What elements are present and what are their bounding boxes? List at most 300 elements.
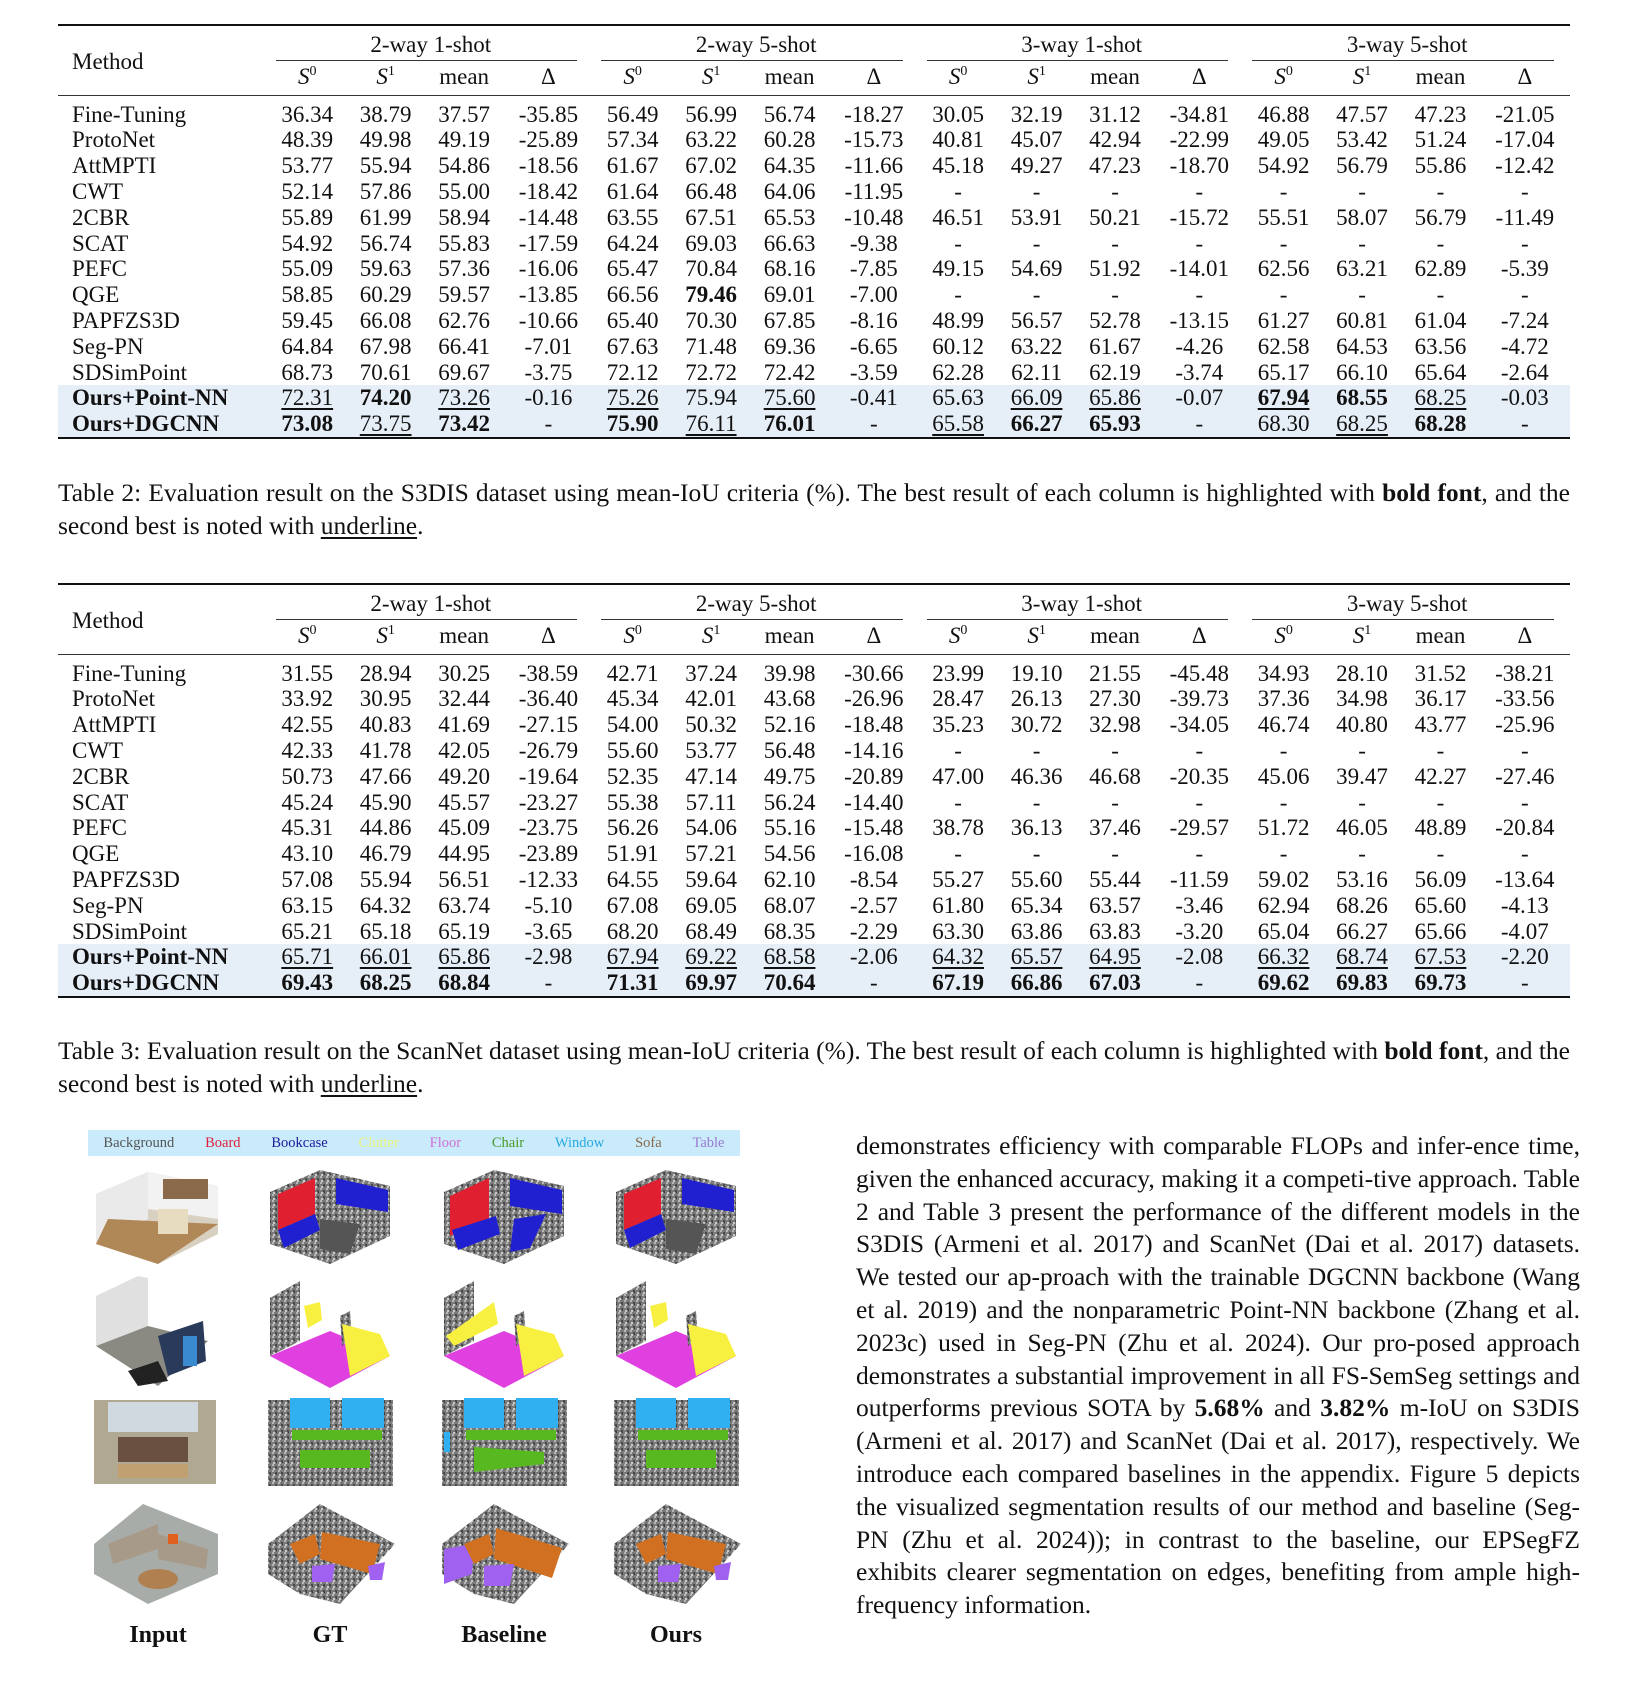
body-bold-scannet-gain: 3.82% [1320,1393,1391,1423]
cell-value: 56.74 [359,230,412,256]
group-header [268,584,593,619]
superscript: 1 [1038,63,1046,79]
cell-value: -26.79 [518,737,579,763]
cell-value: 57.08 [281,866,334,892]
cell-value: -7.24 [1500,307,1549,333]
cell-value: -4.07 [1500,918,1549,944]
superscript: 0 [309,63,317,79]
cell-value: 68.25 [1323,411,1401,438]
cell-value: 72.72 [685,359,737,385]
cell-value: 46.36 [1010,763,1063,789]
cell-value: 49.19 [438,127,490,153]
cell-value: 40.80 [1336,712,1388,738]
cell-value: 68.25 [1401,385,1479,411]
cell-value: - [829,411,919,438]
superscript: 0 [960,63,968,79]
cell-value: -34.05 [1169,712,1230,738]
method-name: SDSimPoint [72,359,188,385]
cell-value: 60.81 [1336,307,1388,333]
cell-value: 55.44 [1089,866,1141,892]
caption-bold-text: bold font [1384,1036,1483,1065]
table-row [58,712,1570,738]
method-name: Fine-Tuning [72,101,187,127]
cell-value: -20.89 [844,763,904,789]
cell-value: 68.55 [1323,385,1401,411]
cell-value: 47.00 [932,763,984,789]
figure-panels [88,1164,748,1634]
s-symbol: S [948,63,961,89]
cell-value: -14.48 [518,204,579,230]
cell-value: -0.41 [829,385,919,411]
cell-value: - [1111,230,1119,256]
cell-value: 61.27 [1257,307,1310,333]
cell-value: 47.14 [685,763,737,789]
cell-value: - [1358,178,1366,204]
cell-value: 70.64 [750,970,828,997]
cell-value: -14.40 [844,789,904,815]
method-name: PAPFZS3D [72,307,180,333]
body-paragraph [856,1130,1580,1622]
cell-value: -25.89 [518,127,579,153]
cell-value: 69.97 [672,970,750,997]
cell-value: -18.42 [518,178,579,204]
cell-value: 76.01 [750,411,828,438]
cell-value: 65.34 [1010,892,1063,918]
cell-value: 54.00 [606,712,659,738]
caption-text: . [417,511,424,540]
cell-value: 49.75 [763,763,816,789]
cell-value: 71.48 [685,333,737,359]
cell-value: - [1358,737,1366,763]
cell-value: -2.98 [503,944,593,970]
body-bold-s3dis-gain: 5.68% [1194,1393,1265,1423]
cell-value: 45.06 [1257,763,1310,789]
cell-value: -13.15 [1169,307,1230,333]
cell-value: 75.60 [750,385,828,411]
cell-value: - [954,841,962,867]
cell-value: - [1195,230,1204,256]
cell-value: 39.98 [763,660,816,686]
cell-value: -11.59 [1170,866,1229,892]
cell-value: 68.16 [763,256,816,282]
cell-value: 31.12 [1089,101,1141,127]
cell-value: 64.95 [1076,944,1154,970]
subcol-header-s1 [672,60,750,95]
cell-value: 49.98 [359,127,412,153]
cell-value: -8.54 [849,866,898,892]
superscript: 0 [634,622,642,638]
group-header [919,584,1244,619]
method-name: PEFC [72,815,127,841]
cell-value: 55.09 [281,256,334,282]
cell-value: 27.30 [1089,686,1141,712]
subcol-header-delta: Δ [866,63,882,89]
cell-value: 66.27 [997,411,1075,438]
cell-value: 56.26 [606,815,659,841]
cell-value: 52.78 [1089,307,1141,333]
cell-value: - [954,789,962,815]
method-name: Ours+Point-NN [58,944,268,970]
cell-value: 34.93 [1257,660,1310,686]
cell-value: - [1279,737,1288,763]
cell-value: - [954,737,962,763]
cell-value: 62.56 [1257,256,1310,282]
s-symbol: S [1027,622,1039,648]
group-header [593,25,918,60]
row-1-input [96,1172,218,1264]
cell-value: 69.67 [438,359,490,385]
caption-text: , and the second best is noted with [58,1036,1570,1098]
cell-value: 75.90 [593,411,671,438]
method-name: SDSimPoint [72,918,188,944]
cell-value: - [1032,178,1041,204]
label-baseline: Baseline [461,1622,547,1648]
cell-value: - [1279,789,1288,815]
figure-legend [88,1130,740,1156]
s-symbol: S [1274,622,1286,648]
cell-value: -10.66 [518,307,579,333]
group-header-label: 2-way 1-shot [370,32,492,57]
cell-value: 69.43 [268,970,346,997]
cell-value: -4.72 [1500,333,1549,359]
cell-value: 62.28 [932,359,984,385]
row-4-ours [614,1504,741,1604]
cell-value: 64.24 [606,230,659,256]
cell-value: 63.86 [1010,918,1063,944]
subcol-header-s1 [997,619,1075,654]
cell-value: 56.49 [606,101,659,127]
cell-value: 42.27 [1414,763,1467,789]
cell-value: 38.79 [359,101,412,127]
cell-value: 65.40 [606,307,659,333]
body-text-span: demonstrates efficiency with comparable FLOPs and infer-ence time, given the enhanced accuracy, making it a competi-tive approach. Table 2 and Table 3 present the performance of the different models in the S3DIS (Armeni et al. 2017) and ScanNet (Dai et al. 2017) datasets. We tested our ap-proach with the trainable DGCNN backbone (Wang et al. 2019) and the nonparametric Point-NN backbone (Zhang et al. 2023c) used in Seg-PN (Zhu et al. 2024). Our pro-posed approach demonstrates a substantial improvement in all FS-SemSeg settings and outperforms previous SOTA by [856,1131,1580,1423]
cell-value: 50.21 [1089,204,1141,230]
cell-value: 36.34 [281,101,334,127]
cell-value: 41.69 [438,712,490,738]
table-row [58,95,1570,127]
group-header-label: 2-way 5-shot [695,591,817,616]
cell-value: 45.09 [438,815,490,841]
cell-value: 56.48 [763,737,816,763]
row-3-baseline [442,1398,567,1486]
cell-value: 69.83 [1323,970,1401,997]
cell-value: 54.56 [763,841,816,867]
cell-value: -3.59 [849,359,898,385]
cell-value: 61.67 [1089,333,1141,359]
group-header-label: 2-way 5-shot [695,32,817,57]
cell-value: 34.98 [1336,686,1388,712]
cell-value: 59.02 [1257,866,1310,892]
cell-value: 67.53 [1401,944,1479,970]
cell-value: 74.20 [346,385,424,411]
method-name: PAPFZS3D [72,866,180,892]
table-row [58,944,1570,970]
cell-value: - [1111,178,1119,204]
table-row [58,360,1570,386]
subcol-header-s0 [593,619,671,654]
cell-value: 71.31 [593,970,671,997]
method-name: QGE [72,841,120,867]
cell-value: -3.65 [524,918,573,944]
cell-value: 68.74 [1323,944,1401,970]
cell-value: 65.21 [281,918,334,944]
cell-value: -12.33 [518,866,579,892]
cell-value: - [1032,789,1041,815]
cell-value: 65.64 [1414,359,1467,385]
cell-value: 56.57 [1010,307,1063,333]
cell-value: 45.90 [359,789,412,815]
group-header-label: 3-way 5-shot [1346,32,1468,57]
cell-value: - [1279,178,1288,204]
cell-value: -45.48 [1169,660,1230,686]
cell-value: 67.08 [606,892,659,918]
table-row [58,205,1570,231]
s-symbol: S [297,622,310,648]
subcol-header-s1 [672,619,750,654]
cell-value: 63.56 [1414,333,1467,359]
cell-value: 61.67 [606,153,659,179]
legend-item-background: Background [103,1134,175,1151]
cell-value: 30.25 [438,660,490,686]
cell-value: 47.66 [359,763,412,789]
cell-value: -18.48 [844,712,904,738]
s-symbol: S [701,622,714,648]
cell-value: -15.73 [844,127,904,153]
cell-value: 65.66 [1414,918,1467,944]
cell-value: - [1195,737,1204,763]
cell-value: -7.85 [849,256,898,282]
cell-value: 19.10 [1010,660,1063,686]
cell-value: 72.31 [268,385,346,411]
cell-value: -0.03 [1480,385,1570,411]
cell-value: 58.85 [281,282,334,308]
cell-value: 65.60 [1414,892,1467,918]
cell-value: -5.39 [1500,256,1549,282]
cell-value: 61.80 [932,892,984,918]
cell-value: 44.95 [438,841,490,867]
legend-item-window: Window [554,1134,605,1151]
cell-value: -14.01 [1169,256,1230,282]
cell-value: 73.75 [346,411,424,438]
cell-value: 49.20 [438,763,490,789]
cell-value: 67.02 [685,153,737,179]
cell-value: - [1154,970,1244,997]
cell-value: 48.89 [1414,815,1467,841]
cell-value: 33.92 [281,686,334,712]
caption-underline-text: underline [320,511,418,540]
subcol-header-mean: mean [1090,63,1140,89]
table-row [58,179,1570,205]
cell-value: -2.08 [1154,944,1244,970]
cell-value: 67.94 [1244,385,1322,411]
cell-value: -35.85 [518,101,579,127]
cell-value: -13.64 [1495,866,1555,892]
method-name: ProtoNet [72,686,156,712]
method-name: PEFC [72,256,127,282]
cell-value: 66.86 [997,970,1075,997]
cell-value: 69.73 [1401,970,1479,997]
cell-value: - [1480,970,1570,997]
table-3 [58,583,1570,998]
cell-value: 52.16 [763,712,816,738]
cell-value: 72.12 [606,359,659,385]
cell-value: 59.45 [281,307,334,333]
table-row [58,686,1570,712]
cell-value: 73.42 [425,411,503,438]
cell-value: 55.60 [606,737,659,763]
s-symbol: S [623,63,635,89]
cell-value: -20.84 [1495,815,1555,841]
cell-value: - [1436,282,1445,308]
cell-value: - [1111,789,1119,815]
cell-value: 66.01 [346,944,424,970]
cell-value: 41.78 [359,737,412,763]
cell-value: 65.57 [997,944,1075,970]
table-row [58,738,1570,764]
cell-value: 21.55 [1089,660,1141,686]
cell-value: -30.66 [844,660,904,686]
cell-value: - [954,230,962,256]
method-name: AttMPTI [72,712,157,738]
method-name: QGE [72,282,120,308]
cell-value: -3.46 [1175,892,1224,918]
cell-value: 59.63 [359,256,412,282]
cell-value: -9.38 [849,230,898,256]
cell-value: -23.27 [518,789,579,815]
cell-value: -25.96 [1495,712,1555,738]
cell-value: - [1436,841,1445,867]
cell-value: 43.10 [281,841,334,867]
caption-text: , and the second best is noted with [58,478,1570,540]
legend-item-table: Table [692,1134,725,1151]
cell-value: 66.48 [685,178,737,204]
row-3-gt [268,1398,393,1486]
cell-value: 55.60 [1010,866,1063,892]
method-header: Method [72,608,144,634]
superscript: 1 [713,622,721,638]
cell-value: 65.47 [606,256,659,282]
cell-value: - [1358,841,1366,867]
cell-value: 61.64 [606,178,659,204]
subcol-header-s0 [593,60,671,95]
cell-value: -29.57 [1169,815,1230,841]
cell-value: 47.23 [1414,101,1467,127]
row-4-input [94,1504,218,1604]
table-2 [58,24,1570,439]
cell-value: 65.19 [438,918,490,944]
s-symbol: S [623,622,635,648]
legend-item-sofa: Sofa [635,1134,662,1151]
cell-value: -3.75 [524,359,573,385]
cell-value: 51.72 [1257,815,1310,841]
cell-value: 46.79 [359,841,412,867]
cell-value: 62.89 [1414,256,1467,282]
subcol-header-delta: Δ [1517,63,1533,89]
cell-value: 60.12 [932,333,984,359]
legend-item-floor: Floor [429,1134,462,1151]
cell-value: -2.06 [829,944,919,970]
cell-value: -13.85 [518,282,579,308]
cell-value: -10.48 [844,204,904,230]
table-row [58,841,1570,867]
cell-value: -19.64 [518,763,579,789]
legend-item-board: Board [205,1134,241,1151]
cell-value: - [1521,178,1529,204]
cell-value: 30.95 [359,686,412,712]
cell-value: -0.16 [503,385,593,411]
cell-value: 51.91 [606,841,659,867]
cell-value: - [1436,737,1445,763]
superscript: 1 [1038,622,1046,638]
cell-value: - [1032,737,1041,763]
cell-value: 68.28 [1401,411,1479,438]
group-header [919,25,1244,60]
cell-value: 57.34 [606,127,659,153]
cell-value: 45.24 [281,789,334,815]
figure-segmentation-results [88,1130,748,1670]
cell-value: 46.51 [932,204,984,230]
subcol-header-mean: mean [439,622,490,648]
cell-value: 51.92 [1089,256,1141,282]
cell-value: 69.01 [763,282,816,308]
cell-value: 53.91 [1010,204,1063,230]
cell-value: 45.57 [438,789,490,815]
cell-value: 42.55 [281,712,334,738]
cell-value: - [1032,230,1041,256]
cell-value: -15.48 [844,815,904,841]
cell-value: 46.74 [1257,712,1310,738]
cell-value: 42.33 [281,737,334,763]
cell-value: 58.94 [438,204,490,230]
cell-value: 64.55 [606,866,659,892]
cell-value: 75.94 [672,385,750,411]
cell-value: 50.32 [685,712,737,738]
cell-value: 38.78 [932,815,984,841]
cell-value: 45.18 [932,153,984,179]
cell-value: 36.17 [1414,686,1467,712]
cell-value: 66.32 [1244,944,1322,970]
label-ours: Ours [649,1622,702,1648]
row-4-gt [268,1504,395,1604]
cell-value: 66.41 [438,333,490,359]
cell-value: 66.10 [1336,359,1388,385]
cell-value: 62.11 [1011,359,1063,385]
superscript: 0 [634,63,642,79]
cell-value: - [1436,789,1445,815]
cell-value: 26.13 [1010,686,1063,712]
cell-value: -21.05 [1495,101,1555,127]
cell-value: - [1521,789,1529,815]
cell-value: 54.92 [281,230,334,256]
subcol-header-delta: Δ [1517,622,1533,648]
superscript: 1 [387,622,395,638]
cell-value: 56.09 [1414,866,1467,892]
cell-value: 48.39 [281,127,334,153]
cell-value: 49.15 [932,256,984,282]
s-symbol: S [1274,63,1286,89]
cell-value: 68.07 [763,892,816,918]
cell-value: -11.95 [844,178,904,204]
cell-value: 63.21 [1336,256,1388,282]
legend-item-chair: Chair [491,1134,525,1151]
subcol-header-mean: mean [1415,622,1466,648]
subcol-header-s1 [1323,619,1401,654]
cell-value: 62.10 [763,866,816,892]
cell-value: 56.24 [763,789,816,815]
cell-value: 42.94 [1089,127,1141,153]
cell-value: 57.11 [685,789,737,815]
cell-value: 64.06 [763,178,816,204]
